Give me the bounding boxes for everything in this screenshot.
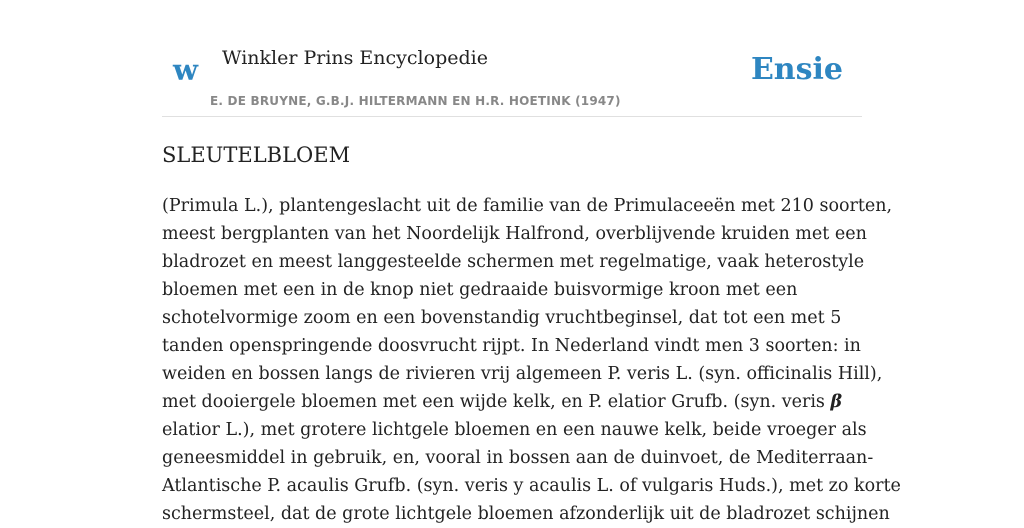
body-line: bladrozet en meest langgesteelde schermen met regelmatige, vaak heterostyle — [162, 252, 865, 272]
page — [162, 0, 901, 524]
body-line: meest bergplanten van het Noordelijk Halfrond, overblijvende kruiden met een — [162, 224, 867, 244]
entry-body — [162, 192, 901, 528]
body-line: bloemen met een in de knop niet gedraaide buisvormige kroon met een — [162, 280, 798, 300]
authors-byline: E. DE BRUYNE, G.B.J. HILTERMANN EN H.R. HOETINK (1947) — [210, 94, 621, 108]
entry-title: SLEUTELBLOEM — [162, 143, 351, 167]
logo-icon[interactable]: w — [173, 53, 198, 87]
site-title[interactable]: Winkler Prins Encyclopedie — [222, 47, 488, 69]
body-line: (Primula L.), plantengeslacht uit de familie van de Primulaceeën met 210 soorten, — [162, 196, 893, 216]
site-header — [162, 0, 862, 117]
body-line-with-beta — [162, 388, 872, 416]
body-line: weiden en bossen langs de rivieren vrij algemeen P. veris L. (syn. officinalis Hill), — [162, 364, 883, 384]
body-line-text: met dooiergele bloemen met een wijde kelk, en P. elatior Grufb. (syn. veris — [162, 392, 831, 412]
body-line: Atlantische P. acaulis Grufb. (syn. veris y acaulis L. of vulgaris Huds.), met zo korte — [162, 476, 901, 496]
body-line: schotelvormige zoom en een bovenstandig vruchtbeginsel, dat tot een met 5 — [162, 308, 842, 328]
body-line: tanden openspringende doosvrucht rijpt. In Nederland vindt men 3 soorten: in — [162, 336, 861, 356]
body-line: geneesmiddel in gebruik, en, vooral in bossen aan de duinvoet, de Mediterraan- — [162, 448, 874, 468]
body-line: elatior L.), met grotere lichtgele bloemen en een nauwe kelk, beide vroeger als — [162, 420, 867, 440]
body-line: schermsteel, dat de grote lichtgele bloemen afzonderlijk uit de bladrozet schijnen — [162, 504, 890, 524]
brand-logo[interactable]: Ensie — [750, 52, 843, 87]
beta-symbol: β — [830, 392, 843, 412]
